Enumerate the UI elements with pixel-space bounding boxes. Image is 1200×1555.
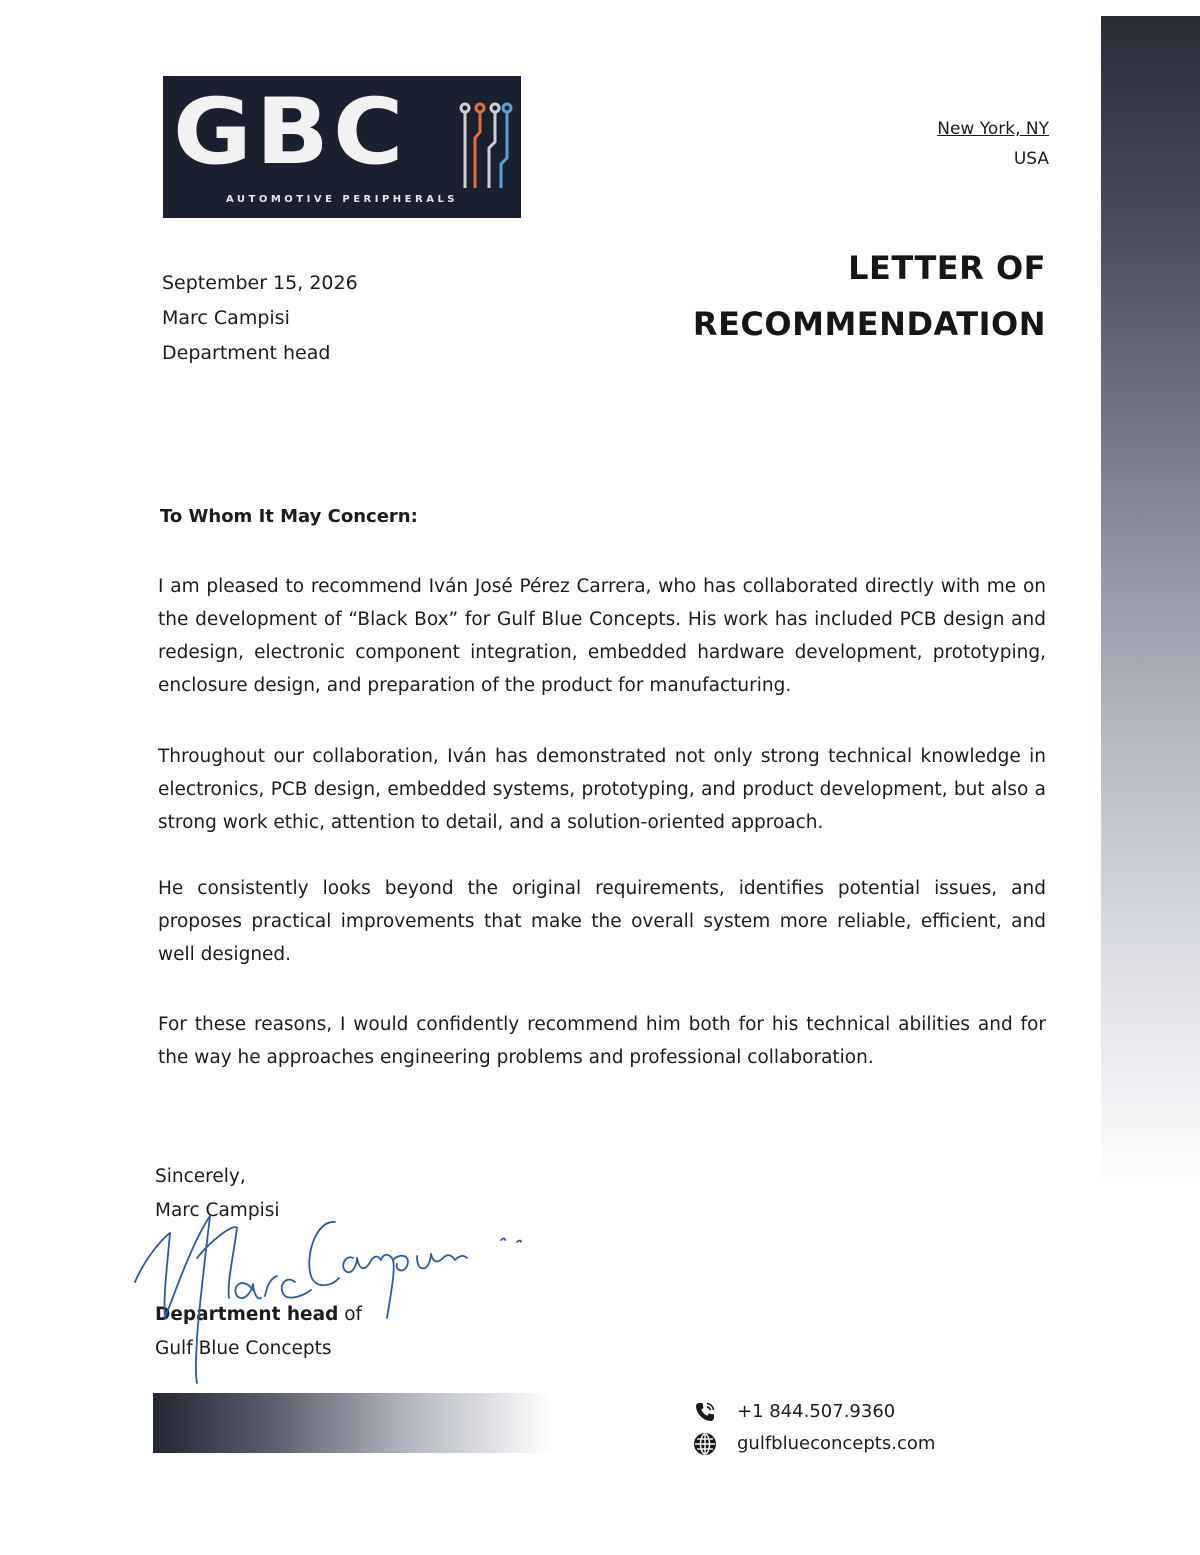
company-logo (163, 76, 521, 218)
document-title (693, 240, 1046, 352)
decorative-side-gradient (1101, 16, 1200, 1188)
contact-website[interactable]: gulfblueconcepts.com (737, 1433, 936, 1454)
salutation: To Whom It May Concern: (160, 506, 418, 527)
body-paragraph: I am pleased to recommend Iván José Pérez Carrera, who has collaborated directly with me on the development of “Black Box” for Gulf Blue Concepts. His work has included PCB design and redesign, electronic component integration, embedded hardware development, prototyping, enclosure design, and preparation of the product for manufacturing. (158, 576, 1046, 696)
sender-role: Department head (162, 342, 331, 364)
signer-company: Gulf Blue Concepts (155, 1338, 332, 1359)
title-line-1: LETTER OF (848, 249, 1046, 287)
phone-icon (693, 1400, 717, 1424)
letter-date: September 15, 2026 (162, 272, 358, 294)
logo-letters: GBC (173, 78, 408, 185)
location-country: USA (1013, 149, 1049, 169)
contact-phone-row (693, 1396, 935, 1428)
contact-phone: +1 844.507.9360 (737, 1401, 896, 1422)
globe-icon (693, 1432, 717, 1456)
signer-name: Marc Campisi (155, 1200, 280, 1221)
contact-website-row (693, 1428, 935, 1460)
sender-block (162, 266, 358, 371)
signer-title-rest: of (338, 1304, 363, 1325)
valediction: Sincerely, (155, 1166, 246, 1187)
logo-tagline: AUTOMOTIVE PERIPHERALS (225, 194, 459, 205)
contact-block (693, 1396, 935, 1460)
sender-name: Marc Campisi (162, 307, 290, 329)
decorative-footer-gradient (153, 1393, 553, 1453)
body-paragraph: He consistently looks beyond the original requirements, identifies potential issues, and proposes practical improvements that make the overall system more reliable, efficient, and well designed. (158, 878, 1046, 965)
handwritten-signature (125, 1198, 565, 1388)
signature-text: Marc Campisi (345, 1383, 352, 1384)
location-block (937, 114, 1049, 174)
title-line-2: RECOMMENDATION (692, 305, 1046, 343)
body-paragraph: For these reasons, I would confidently recommend him both for his technical abilities and for the way he approaches engineering problems and professional collaboration. (158, 1014, 1046, 1068)
location-city: New York, NY (937, 119, 1049, 139)
signer-title-bold: Department head (155, 1304, 339, 1325)
body-paragraph: Throughout our collaboration, Iván has demonstrated not only strong technical knowledge in electronics, PCB design, embedded systems, prototyping, and product development, but also a strong work ethic, attention to detail, and a solution-oriented approach. (158, 746, 1046, 833)
circuit-trace-icon (455, 102, 515, 192)
